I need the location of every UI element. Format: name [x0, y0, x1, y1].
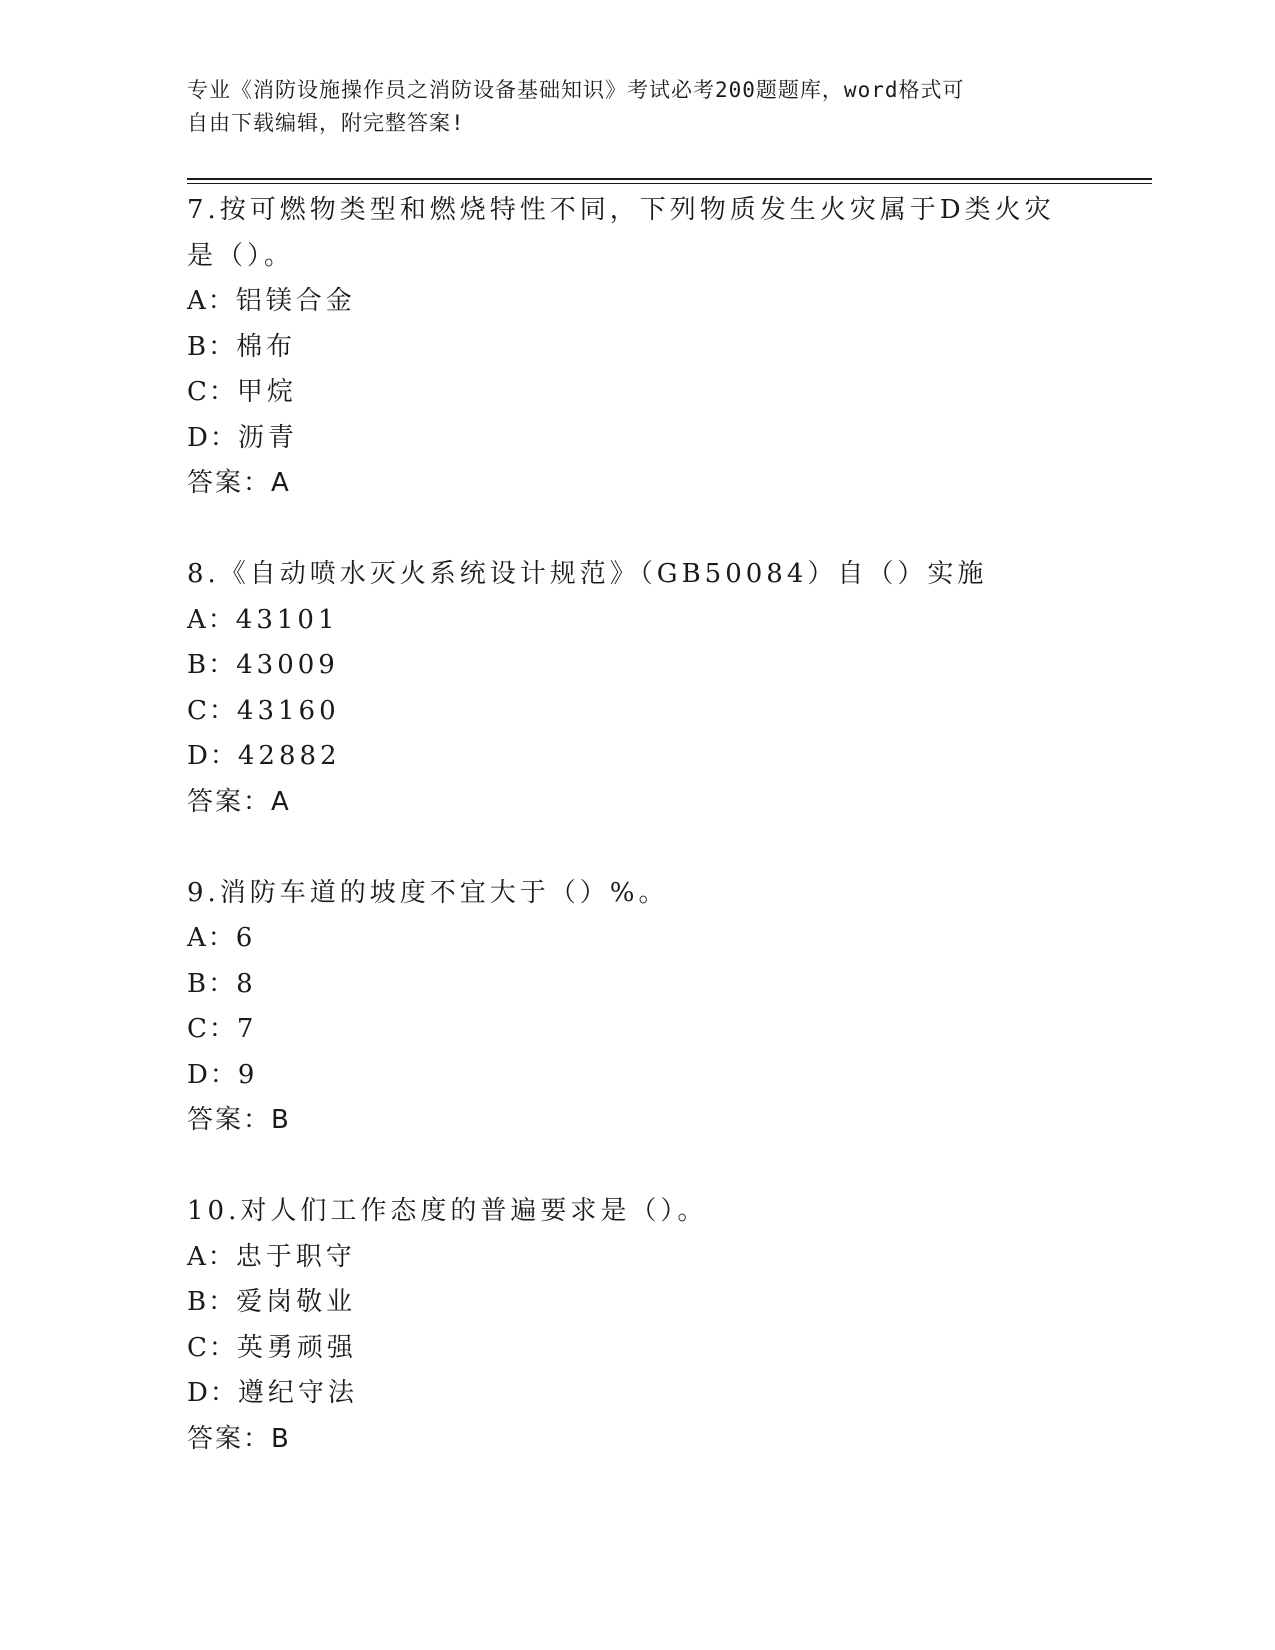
- option-text: 43101: [235, 604, 339, 635]
- option-label: B：: [187, 650, 237, 680]
- answer: 答案：B: [187, 1105, 291, 1135]
- option-b: [187, 962, 1087, 1008]
- option-c: [187, 1326, 1087, 1372]
- option-label: C：: [187, 695, 237, 726]
- option-label: D：: [187, 1378, 238, 1408]
- option-text: 忠于职守: [235, 1241, 356, 1272]
- option-text: 英勇顽强: [236, 1332, 357, 1363]
- question-text: 10.对人们工作态度的普遍要求是（）。: [187, 1196, 708, 1226]
- option-c: [187, 370, 1087, 416]
- option-label: D：: [187, 422, 238, 453]
- option-b: [187, 1280, 1087, 1326]
- option-a: [187, 1235, 1087, 1281]
- option-text: 8: [236, 968, 257, 999]
- question-8: [187, 552, 1087, 825]
- option-text: 6: [235, 923, 257, 953]
- option-label: D：: [187, 1059, 238, 1090]
- answer: 答案：A: [187, 468, 291, 498]
- option-text: 43009: [236, 650, 339, 680]
- option-c: [187, 1007, 1087, 1053]
- answer: 答案：A: [187, 786, 291, 817]
- question-9: [187, 871, 1087, 1144]
- option-label: C：: [187, 377, 237, 407]
- header-divider-thick: [187, 178, 1152, 180]
- option-text: 7: [236, 1014, 258, 1044]
- header-divider-thin: [187, 183, 1152, 184]
- option-d: [187, 734, 1087, 780]
- option-label: A：: [187, 1241, 236, 1272]
- option-b: [187, 643, 1087, 689]
- document-header: [187, 74, 1087, 140]
- option-d: [187, 1371, 1087, 1417]
- question-text: 7.按可燃物类型和燃烧特性不同，下列物质发生火灾属于D类火灾是（）。: [187, 195, 1055, 271]
- question-text: 8.《自动喷水灭火系统设计规范》（GB50084）自（）实施: [187, 559, 988, 589]
- option-label: B：: [187, 968, 237, 999]
- option-c: [187, 689, 1087, 735]
- option-label: C：: [187, 1014, 237, 1044]
- question-text: 9.消防车道的坡度不宜大于（）%。: [187, 877, 669, 908]
- option-text: 甲烷: [236, 377, 297, 407]
- question-10: [187, 1189, 1087, 1462]
- option-a: [187, 279, 1087, 325]
- option-label: A：: [187, 923, 236, 953]
- option-b: [187, 325, 1087, 371]
- answer: 答案：B: [187, 1423, 291, 1454]
- option-text: 42882: [237, 741, 341, 771]
- question-list: [187, 188, 1087, 1462]
- option-text: 棉布: [236, 331, 297, 362]
- header-line-2: 自由下载编辑，附完整答案!: [187, 111, 465, 135]
- option-text: 43160: [236, 695, 340, 726]
- option-d: [187, 1053, 1087, 1099]
- option-label: C：: [187, 1332, 237, 1363]
- header-line-1: 专业《消防设施操作员之消防设备基础知识》考试必考200题题库，word格式可: [187, 78, 965, 102]
- option-label: A：: [187, 604, 236, 635]
- option-d: [187, 416, 1087, 462]
- option-text: 铝镁合金: [235, 286, 356, 316]
- option-label: B：: [187, 1287, 237, 1317]
- question-7: [187, 188, 1087, 507]
- option-text: 沥青: [237, 422, 298, 453]
- option-text: 遵纪守法: [237, 1378, 358, 1408]
- option-label: D：: [187, 741, 238, 771]
- option-text: 9: [237, 1059, 259, 1090]
- option-a: [187, 916, 1087, 962]
- option-label: A：: [187, 286, 236, 316]
- option-text: 爱岗敬业: [236, 1287, 357, 1317]
- option-label: B：: [187, 331, 237, 362]
- option-a: [187, 598, 1087, 644]
